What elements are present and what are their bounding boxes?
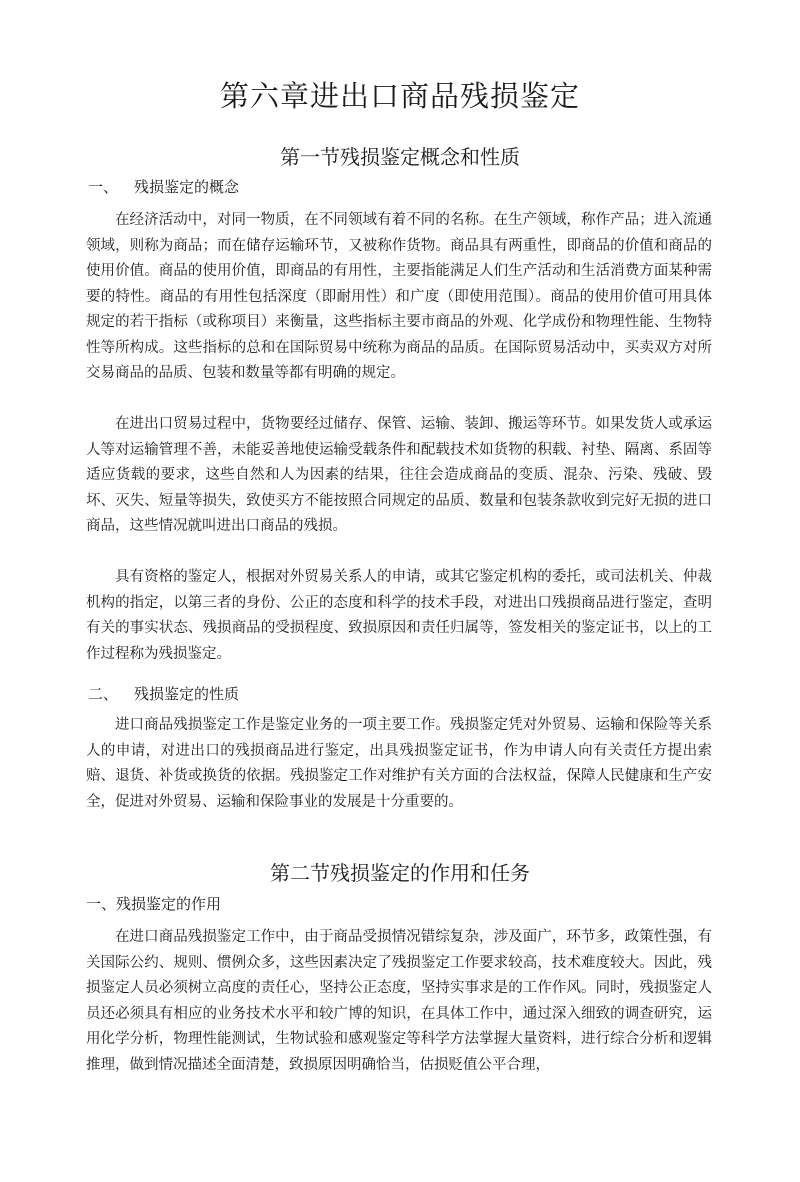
paragraph-nature-1: 进口商品残损鉴定工作是鉴定业务的一项主要工作。残损鉴定凭对外贸易、运输和保险等关系人的申请，对进出口的残损商品进行鉴定，出具残损鉴定证书，作为申请人向有关责任方提出索赔、退货、补货或换货的依据。残损鉴定工作对维护有关方面的合法权益，保障人民健康和生产安全，促进对外贸易、运输和保险事业的发展是十分重要的。 (86, 717, 712, 810)
paragraph-concept-3: 具有资格的鉴定人，根据对外贸易关系人的申请，或其它鉴定机构的委托，或司法机关、仲裁机构的指定，以第三者的身份、公正的态度和科学的技术手段，对进出口残损商品进行鉴定，查明有关的事实状态、残损商品的受损程度、致损原因和责任归属等，签发相关的鉴定证书，以上的工作过程称为残损鉴定。 (86, 569, 712, 662)
subheading-nature (88, 682, 239, 706)
section-title-2: 第二节残损鉴定的作用和任务 (270, 861, 530, 885)
subheading-role: 一、残损鉴定的作用 (86, 895, 222, 913)
subheading-text: 残损鉴定的概念 (134, 178, 240, 196)
paragraph-concept-1: 在经济活动中，对同一物质，在不同领域有着不同的名称。在生产领域，称作产品；进入流通领域，则称为商品；而在储存运输环节，又被称作货物。商品具有两重性，即商品的价值和商品的使用价值。商品的使用价值，即商品的有用性，主要指能满足人们生产活动和生活消费方面某种需要的特性。商品的有用性包括深度（即耐用性）和广度（即使用范围）。商品的使用价值可用具体规定的若干指标（或称项目）来衡量，这些指标主要市商品的外观、化学成份和物理性能、生物特性等所构成。这些指标的总和在国际贸易中统称为商品的品质。在国际贸易活动中，买卖双方对所交易商品的品质、包装和数量等都有明确的规定。 (86, 212, 712, 381)
paragraph-concept-2: 在进出口贸易过程中，货物要经过储存、保管、运输、装卸、搬运等环节。如果发货人或承运人等对运输管理不善，未能妥善地使运输受载条件和配载技术如货物的积载、衬垫、隔离、系固等适应货载的要求，这些自然和人为因素的结果，往往会造成商品的变质、混杂、污染、残破、毁坏、灭失、短量等损失，致使买方不能按照合同规定的品质、数量和包装条款收到完好无损的进口商品，这些情况就叫进出口商品的残损。 (86, 416, 712, 534)
subheading-number: 二、 (88, 685, 119, 703)
subheading-text: 残损鉴定的性质 (134, 685, 240, 703)
subheading-number: 一、 (88, 178, 119, 196)
chapter-title: 第六章进出口商品残损鉴定 (219, 79, 580, 113)
subheading-concept (88, 175, 239, 199)
section-title-1: 第一节残损鉴定概念和性质 (280, 145, 520, 169)
paragraph-role-1: 在进口商品残损鉴定工作中，由于商品受损情况错综复杂，涉及面广，环节多，政策性强，有关国际公约、规则、惯例众多，这些因素决定了残损鉴定工作要求较高，技术难度较大。因此，残损鉴定人员必须树立高度的责任心，坚持公正态度，坚持实事求是的工作作风。同时，残损鉴定人员还必须具有相应的业务技术水平和较广博的知识，在具体工作中，通过深入细致的调查研究，运用化学分析，物理性能测试，生物试验和感观鉴定等科学方法掌握大量资料，进行综合分析和逻辑推理，做到情况描述全面清楚，致损原因明确恰当，估损贬值公平合理， (86, 929, 712, 1073)
